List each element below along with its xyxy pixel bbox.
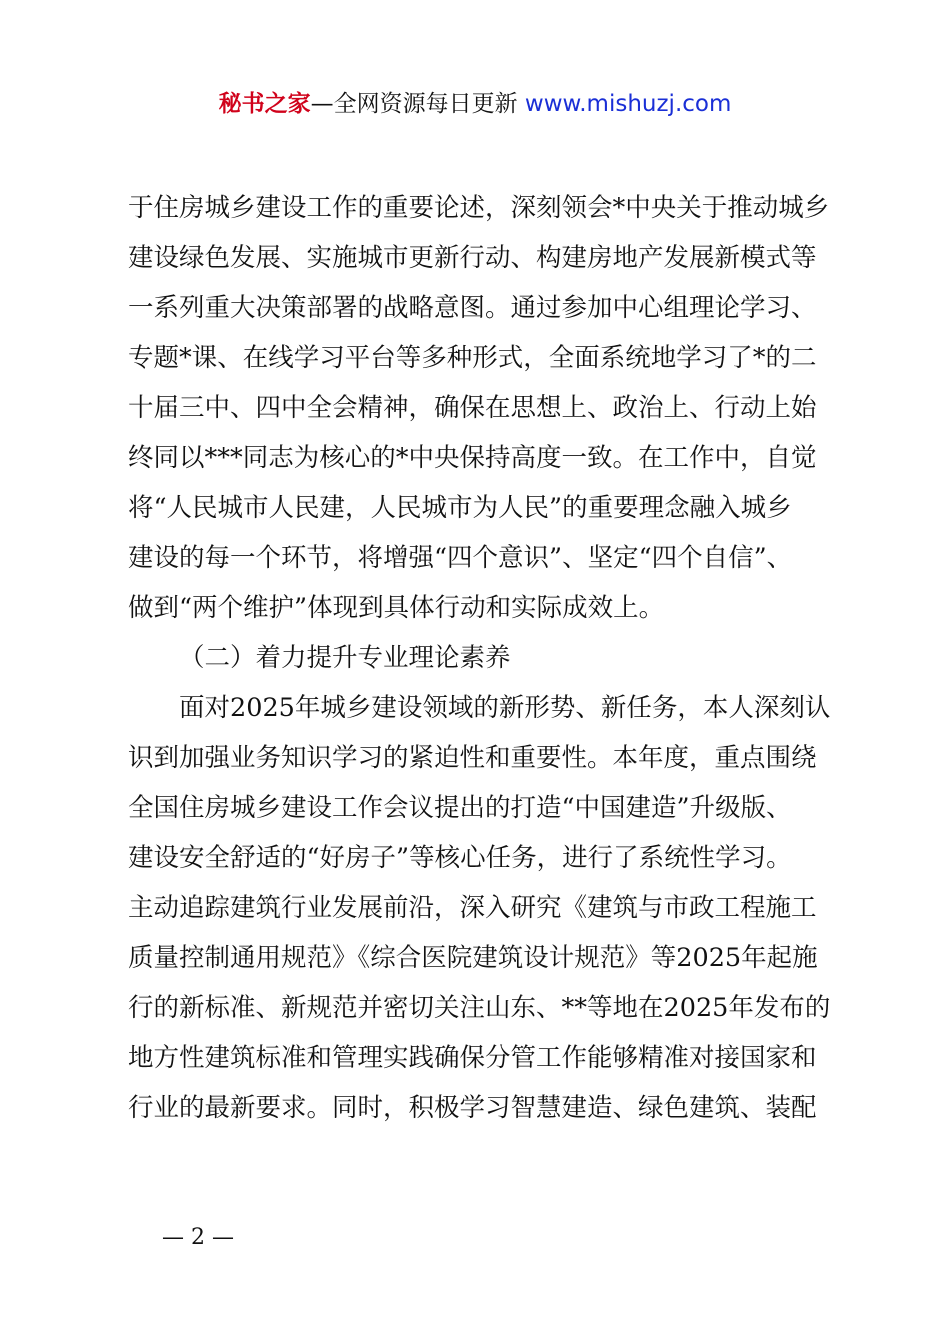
body-line: 将“人民城市人民建，人民城市为人民”的重要理念融入城乡 [128,493,792,523]
section-heading: （二）着力提升专业理论素养 [179,643,511,673]
body-line: 于住房城乡建设工作的重要论述，深刻领会*中央关于推动城乡 [128,193,830,223]
page-number: — 2 — [162,1225,234,1250]
body-line: 质量控制通用规范》《综合医院建筑设计规范》等2025年起施 [128,943,818,973]
header-slogan: —全网资源每日更新 [310,91,525,117]
body-line: 行的新标准、新规范并密切关注山东、**等地在2025年发布的 [128,993,831,1023]
body-line: 行业的最新要求。同时，积极学习智慧建造、绿色建筑、装配 [128,1093,817,1123]
body-line: 地方性建筑标准和管理实践确保分管工作能够精准对接国家和 [128,1043,817,1073]
body-line: 做到“两个维护”体现到具体行动和实际成效上。 [128,593,665,623]
body-line: 终同以***同志为核心的*中央保持高度一致。在工作中，自觉 [128,443,817,473]
body-line: 建设安全舒适的“好房子”等核心任务，进行了系统性学习。 [128,843,792,873]
document-body [128,183,848,1133]
body-line: 专题*课、在线学习平台等多种形式，全面系统地学习了*的二 [128,343,817,373]
body-line: 面对2025年城乡建设领域的新形势、新任务，本人深刻认 [179,693,831,723]
body-line: 建设绿色发展、实施城市更新行动、构建房地产发展新模式等 [128,243,817,273]
body-line: 建设的每一个环节，将增强“四个意识”、坚定“四个自信”、 [128,543,793,573]
site-header [0,86,950,122]
body-line: 主动追踪建筑行业发展前沿，深入研究《建筑与市政工程施工 [128,893,817,923]
brand-name: 秘书之家 [218,91,311,117]
body-line: 十届三中、四中全会精神，确保在思想上、政治上、行动上始 [128,393,817,423]
body-line: 一系列重大决策部署的战略意图。通过参加中心组理论学习、 [128,293,817,323]
body-line: 全国住房城乡建设工作会议提出的打造“中国建造”升级版、 [128,793,792,823]
site-url-link[interactable]: www.mishuzj.com [524,91,732,117]
body-line: 识到加强业务知识学习的紧迫性和重要性。本年度，重点围绕 [128,743,817,773]
